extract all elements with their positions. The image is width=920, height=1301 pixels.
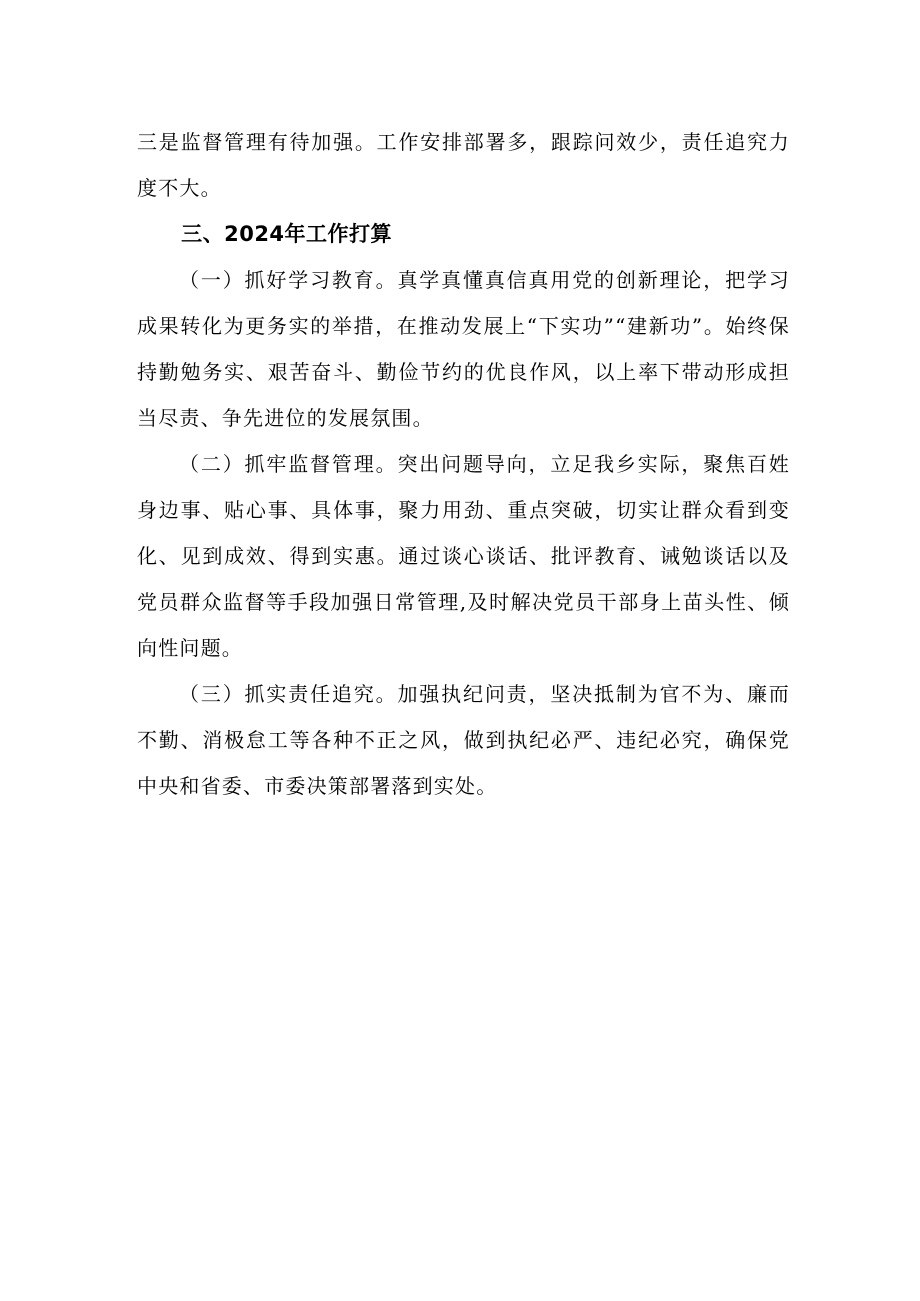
intro-paragraph: 三是监督管理有待加强。工作安排部署多，跟踪问效少，责任追究力度不大。	[137, 130, 790, 200]
section-heading: 三、2024年工作打算	[181, 222, 393, 246]
paragraph-study-education: （一）抓好学习教育。真学真懂真信真用党的创新理论，把学习成果转化为更务实的举措，在推动发展上“下实功”“建新功”。始终保持勤勉务实、艰苦奋斗、勤俭节约的优良作风，以上率下带动形成担当尽责、争先进位的发展氛围。	[137, 268, 790, 430]
paragraph-accountability: （三）抓实责任追究。加强执纪问责，坚决抵制为官不为、廉而不勤、消极怠工等各种不正之风，做到执纪必严、违纪必究，确保党中央和省委、市委决策部署落到实处。	[137, 682, 790, 798]
paragraph-supervision-management: （二）抓牢监督管理。突出问题导向，立足我乡实际，聚焦百姓身边事、贴心事、具体事，聚力用劲、重点突破，切实让群众看到变化、见到成效、得到实惠。通过谈心谈话、批评教育、诫勉谈话以及党员群众监督等手段加强日常管理,及时解决党员干部身上苗头性、倾向性问题。	[137, 452, 790, 660]
document-body	[137, 119, 790, 809]
